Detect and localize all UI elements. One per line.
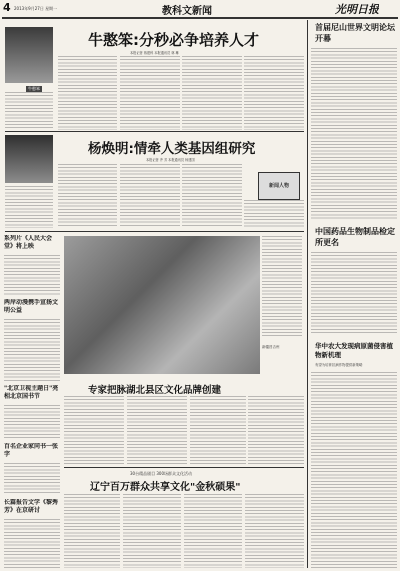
central-photo [64, 236, 260, 374]
right-news-3-headline: 华中农大发现病原菌侵害植物新机理 [315, 342, 393, 359]
left-news-2-body [4, 319, 60, 381]
right-news-3-subhead: 有望为培育抗病作物提供新策略 [315, 363, 363, 367]
center-divider [64, 467, 304, 468]
right-column [311, 22, 397, 568]
right-news-1-headline: 首届尼山世界文明论坛开幕 [315, 23, 395, 43]
center-body-2d [245, 494, 304, 568]
center-kicker-2: 30台精品剧目 300场群众文化活动 [130, 471, 192, 476]
section-divider [5, 131, 304, 132]
paper-name: 光明日报 [335, 3, 379, 16]
badge-text: 新闻人物 [268, 183, 289, 189]
left-news-3-headline: "北京卫视主题日"亮相北京国书节 [4, 385, 59, 400]
center-body-2a [64, 494, 120, 568]
masthead [0, 0, 400, 18]
main-byline: 本报记者 蒋建科 本报通讯员 林 琳 [130, 51, 179, 55]
second-body-2 [120, 164, 180, 228]
center-body-1a [64, 396, 124, 464]
second-portrait-text [5, 186, 53, 228]
right-news-3-body [311, 372, 397, 568]
left-news-1-headline: 系列片《人民大会堂》将上映 [4, 235, 53, 250]
photo-caption-label: 新疆昌吉州 [262, 345, 280, 349]
left-news-4-headline: 百名企业家同书一张字 [4, 443, 59, 458]
section-title: 教科文新闻 [162, 6, 212, 17]
center-body-1c [190, 396, 246, 464]
portrait-text [5, 92, 53, 129]
portrait-caption: 牛憨笨 [28, 86, 40, 91]
second-body-1 [58, 164, 117, 228]
left-news-5-headline: 长篇报告文学《黎秀芳》在京研讨 [4, 499, 59, 514]
masthead-rule [2, 17, 398, 19]
left-news-4-body [4, 463, 60, 493]
main-body-4 [244, 56, 304, 130]
second-body-4 [244, 200, 304, 228]
right-column-divider [307, 20, 308, 568]
news-people-badge [258, 172, 300, 200]
section-divider-2 [5, 231, 304, 232]
center-body-2c [184, 494, 242, 568]
left-column [4, 235, 60, 571]
right-news-2-headline: 中国药品生物制品检定所更名 [315, 227, 395, 247]
center-headline-1: 专家把脉湖北县区文化品牌创建 [88, 385, 222, 396]
right-news-2-body [311, 252, 397, 334]
left-news-3-body [4, 405, 60, 439]
main-body-1 [58, 56, 117, 130]
center-headline-2: 辽宁百万群众共享文化"金秋硕果" [90, 482, 241, 493]
second-byline: 本报记者 齐 芳 本报通讯员 杨建国 [146, 158, 195, 162]
second-headline: 杨焕明:情牵人类基因组研究 [88, 141, 256, 157]
main-body-2 [120, 56, 180, 130]
main-headline: 牛憨笨:分秒必争培养人才 [88, 31, 259, 49]
left-news-5-body [4, 519, 60, 569]
portrait-photo [5, 27, 53, 83]
left-news-1-body [4, 255, 60, 295]
date-line: 2013年9月27日 星期一 [14, 6, 58, 11]
main-body-3 [182, 56, 242, 130]
left-news-2-headline: 两岸动漫携手宣扬文明公益 [4, 299, 59, 314]
page-number: 4 [3, 1, 11, 14]
center-body-2b [123, 494, 181, 568]
second-portrait-photo [5, 135, 53, 183]
center-body-1b [127, 396, 187, 464]
center-body-1d [248, 396, 304, 464]
right-news-1-body [311, 48, 397, 220]
photo-caption-text [262, 236, 302, 336]
second-body-3 [182, 164, 242, 228]
